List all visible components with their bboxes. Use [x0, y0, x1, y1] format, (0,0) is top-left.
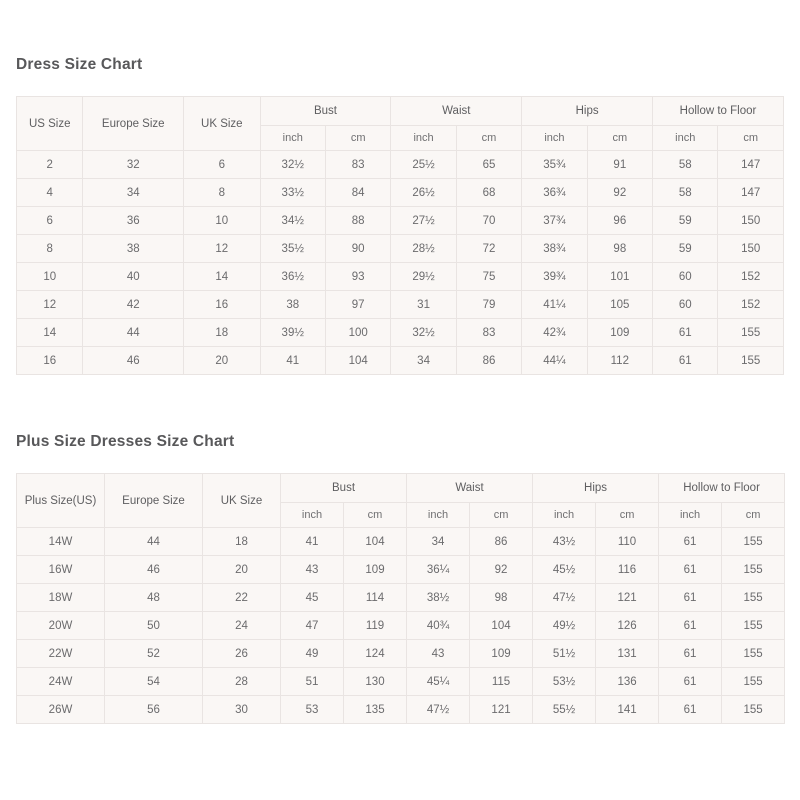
cell: 10 [184, 207, 260, 235]
column-header-uk-size: UK Size [203, 474, 281, 528]
cell: 104 [470, 612, 533, 640]
unit-hips-cm: cm [596, 503, 659, 528]
unit-hips-inch: inch [522, 126, 587, 151]
cell: 68 [456, 179, 521, 207]
cell: 121 [596, 584, 659, 612]
table-row [17, 207, 784, 235]
cell: 61 [659, 612, 722, 640]
cell: 58 [653, 151, 718, 179]
unit-waist-cm: cm [456, 126, 521, 151]
cell: 36 [83, 207, 184, 235]
cell: 116 [596, 556, 659, 584]
cell: 55½ [533, 696, 596, 724]
cell: 49 [281, 640, 344, 668]
cell: 43½ [533, 528, 596, 556]
column-header-europe-size: Europe Size [83, 97, 184, 151]
cell: 109 [470, 640, 533, 668]
cell: 14 [184, 263, 260, 291]
cell: 38 [260, 291, 325, 319]
cell: 59 [653, 207, 718, 235]
table-header-row [17, 474, 785, 503]
cell: 37¾ [522, 207, 587, 235]
cell: 84 [325, 179, 390, 207]
cell: 155 [722, 696, 785, 724]
cell: 121 [470, 696, 533, 724]
cell: 155 [722, 612, 785, 640]
table-row [17, 696, 785, 724]
cell: 86 [470, 528, 533, 556]
column-header-hips: Hips [522, 97, 653, 126]
cell: 44¼ [522, 347, 587, 375]
column-header-hollow-to-floor: Hollow to Floor [659, 474, 785, 503]
cell: 24W [17, 668, 105, 696]
unit-hollow-inch: inch [653, 126, 718, 151]
cell: 26W [17, 696, 105, 724]
cell: 150 [718, 207, 784, 235]
table-row [17, 612, 785, 640]
table-row [17, 640, 785, 668]
cell: 51½ [533, 640, 596, 668]
cell: 6 [17, 207, 83, 235]
cell: 112 [587, 347, 652, 375]
unit-bust-inch: inch [260, 126, 325, 151]
unit-bust-cm: cm [344, 503, 407, 528]
cell: 41¼ [522, 291, 587, 319]
cell: 20W [17, 612, 105, 640]
cell: 92 [470, 556, 533, 584]
cell: 39½ [260, 319, 325, 347]
cell: 47½ [407, 696, 470, 724]
cell: 2 [17, 151, 83, 179]
cell: 51 [281, 668, 344, 696]
cell: 33½ [260, 179, 325, 207]
column-header-bust: Bust [260, 97, 391, 126]
cell: 16W [17, 556, 105, 584]
cell: 104 [344, 528, 407, 556]
cell: 155 [722, 640, 785, 668]
cell: 16 [17, 347, 83, 375]
table-row [17, 347, 784, 375]
cell: 97 [325, 291, 390, 319]
column-header-waist: Waist [391, 97, 522, 126]
cell: 124 [344, 640, 407, 668]
cell: 65 [456, 151, 521, 179]
cell: 155 [722, 668, 785, 696]
unit-hollow-cm: cm [718, 126, 784, 151]
cell: 22W [17, 640, 105, 668]
unit-hips-cm: cm [587, 126, 652, 151]
cell: 147 [718, 151, 784, 179]
column-header-waist: Waist [407, 474, 533, 503]
cell: 35¾ [522, 151, 587, 179]
cell: 18 [184, 319, 260, 347]
cell: 4 [17, 179, 83, 207]
unit-waist-cm: cm [470, 503, 533, 528]
cell: 70 [456, 207, 521, 235]
cell: 46 [83, 347, 184, 375]
cell: 34 [391, 347, 456, 375]
cell: 83 [325, 151, 390, 179]
table-row [17, 263, 784, 291]
cell: 61 [659, 696, 722, 724]
cell: 88 [325, 207, 390, 235]
cell: 14W [17, 528, 105, 556]
cell: 147 [718, 179, 784, 207]
table-row [17, 528, 785, 556]
cell: 46 [105, 556, 203, 584]
cell: 126 [596, 612, 659, 640]
table-row [17, 319, 784, 347]
cell: 6 [184, 151, 260, 179]
cell: 34½ [260, 207, 325, 235]
cell: 18W [17, 584, 105, 612]
cell: 28½ [391, 235, 456, 263]
cell: 42 [83, 291, 184, 319]
cell: 31 [391, 291, 456, 319]
cell: 100 [325, 319, 390, 347]
cell: 155 [722, 528, 785, 556]
cell: 61 [659, 640, 722, 668]
unit-hips-inch: inch [533, 503, 596, 528]
plus-size-chart-table [16, 473, 785, 724]
cell: 16 [184, 291, 260, 319]
cell: 32 [83, 151, 184, 179]
cell: 90 [325, 235, 390, 263]
table-row [17, 151, 784, 179]
page-title-dress-size-chart: Dress Size Chart [16, 56, 143, 73]
cell: 47½ [533, 584, 596, 612]
cell: 32½ [260, 151, 325, 179]
cell: 79 [456, 291, 521, 319]
cell: 41 [260, 347, 325, 375]
cell: 61 [653, 347, 718, 375]
cell: 104 [325, 347, 390, 375]
cell: 150 [718, 235, 784, 263]
cell: 152 [718, 291, 784, 319]
cell: 155 [718, 347, 784, 375]
cell: 36½ [260, 263, 325, 291]
cell: 45 [281, 584, 344, 612]
cell: 61 [659, 584, 722, 612]
cell: 34 [83, 179, 184, 207]
cell: 44 [105, 528, 203, 556]
table-row [17, 668, 785, 696]
cell: 60 [653, 291, 718, 319]
cell: 18 [203, 528, 281, 556]
cell: 30 [203, 696, 281, 724]
table-header-row [17, 97, 784, 126]
cell: 98 [470, 584, 533, 612]
cell: 86 [456, 347, 521, 375]
cell: 61 [659, 556, 722, 584]
column-header-uk-size: UK Size [184, 97, 260, 151]
table-row [17, 584, 785, 612]
cell: 43 [407, 640, 470, 668]
cell: 109 [344, 556, 407, 584]
cell: 38 [83, 235, 184, 263]
cell: 115 [470, 668, 533, 696]
cell: 34 [407, 528, 470, 556]
cell: 22 [203, 584, 281, 612]
cell: 53½ [533, 668, 596, 696]
cell: 83 [456, 319, 521, 347]
cell: 155 [722, 584, 785, 612]
cell: 61 [653, 319, 718, 347]
cell: 12 [17, 291, 83, 319]
column-header-hollow-to-floor: Hollow to Floor [653, 97, 784, 126]
unit-hollow-cm: cm [722, 503, 785, 528]
cell: 36¾ [522, 179, 587, 207]
cell: 20 [203, 556, 281, 584]
cell: 24 [203, 612, 281, 640]
cell: 27½ [391, 207, 456, 235]
cell: 96 [587, 207, 652, 235]
cell: 130 [344, 668, 407, 696]
cell: 35½ [260, 235, 325, 263]
cell: 98 [587, 235, 652, 263]
cell: 131 [596, 640, 659, 668]
column-header-hips: Hips [533, 474, 659, 503]
cell: 38½ [407, 584, 470, 612]
column-header-us-size: US Size [17, 97, 83, 151]
cell: 56 [105, 696, 203, 724]
column-header-plus-size-us: Plus Size(US) [17, 474, 105, 528]
cell: 72 [456, 235, 521, 263]
cell: 45½ [533, 556, 596, 584]
cell: 92 [587, 179, 652, 207]
cell: 8 [184, 179, 260, 207]
table-row [17, 179, 784, 207]
cell: 110 [596, 528, 659, 556]
unit-bust-inch: inch [281, 503, 344, 528]
cell: 29½ [391, 263, 456, 291]
cell: 36¼ [407, 556, 470, 584]
cell: 20 [184, 347, 260, 375]
cell: 50 [105, 612, 203, 640]
unit-bust-cm: cm [325, 126, 390, 151]
cell: 155 [718, 319, 784, 347]
cell: 38¾ [522, 235, 587, 263]
cell: 41 [281, 528, 344, 556]
cell: 155 [722, 556, 785, 584]
cell: 39¾ [522, 263, 587, 291]
cell: 52 [105, 640, 203, 668]
cell: 54 [105, 668, 203, 696]
cell: 93 [325, 263, 390, 291]
page-title-plus-size-chart: Plus Size Dresses Size Chart [16, 433, 235, 450]
column-header-bust: Bust [281, 474, 407, 503]
cell: 53 [281, 696, 344, 724]
cell: 26½ [391, 179, 456, 207]
cell: 25½ [391, 151, 456, 179]
cell: 44 [83, 319, 184, 347]
cell: 49½ [533, 612, 596, 640]
cell: 91 [587, 151, 652, 179]
cell: 105 [587, 291, 652, 319]
table-row [17, 291, 784, 319]
column-header-europe-size: Europe Size [105, 474, 203, 528]
cell: 47 [281, 612, 344, 640]
cell: 40 [83, 263, 184, 291]
cell: 135 [344, 696, 407, 724]
cell: 32½ [391, 319, 456, 347]
cell: 43 [281, 556, 344, 584]
cell: 28 [203, 668, 281, 696]
cell: 40¾ [407, 612, 470, 640]
unit-waist-inch: inch [407, 503, 470, 528]
cell: 61 [659, 668, 722, 696]
cell: 152 [718, 263, 784, 291]
cell: 119 [344, 612, 407, 640]
cell: 10 [17, 263, 83, 291]
cell: 42¾ [522, 319, 587, 347]
cell: 101 [587, 263, 652, 291]
cell: 136 [596, 668, 659, 696]
cell: 14 [17, 319, 83, 347]
cell: 48 [105, 584, 203, 612]
cell: 141 [596, 696, 659, 724]
table-row [17, 235, 784, 263]
table-row [17, 556, 785, 584]
unit-hollow-inch: inch [659, 503, 722, 528]
dress-size-chart-table [16, 96, 784, 375]
cell: 75 [456, 263, 521, 291]
cell: 59 [653, 235, 718, 263]
cell: 58 [653, 179, 718, 207]
cell: 12 [184, 235, 260, 263]
cell: 8 [17, 235, 83, 263]
cell: 61 [659, 528, 722, 556]
cell: 60 [653, 263, 718, 291]
unit-waist-inch: inch [391, 126, 456, 151]
cell: 109 [587, 319, 652, 347]
cell: 45¼ [407, 668, 470, 696]
cell: 26 [203, 640, 281, 668]
cell: 114 [344, 584, 407, 612]
